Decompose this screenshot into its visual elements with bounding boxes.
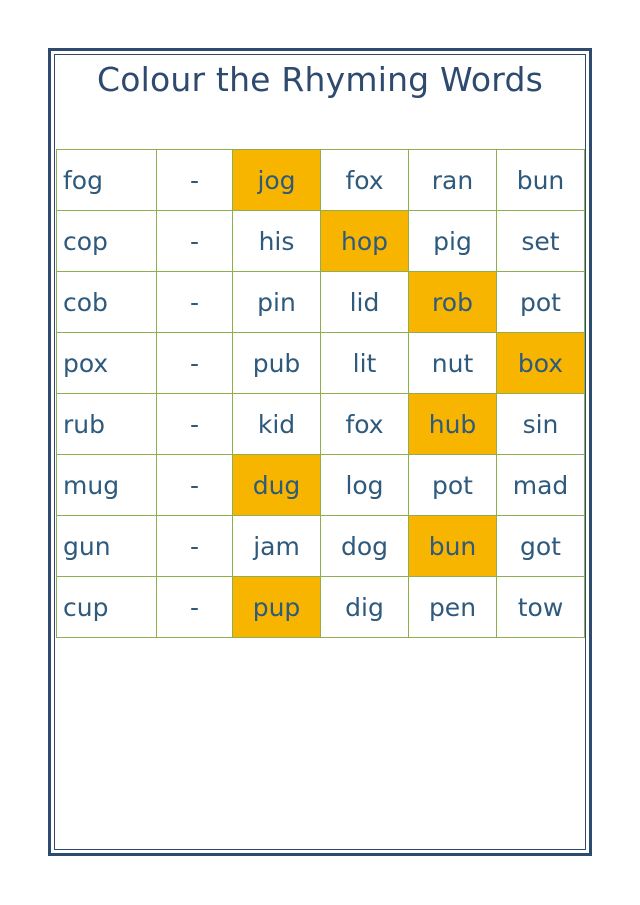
option-cell[interactable]: ran [409,150,497,211]
option-cell[interactable]: set [497,211,585,272]
option-cell[interactable]: pot [497,272,585,333]
option-cell-highlighted[interactable]: hub [409,394,497,455]
target-word-cell: rub [57,394,157,455]
option-cell[interactable]: kid [233,394,321,455]
target-word-cell: mug [57,455,157,516]
option-cell[interactable]: got [497,516,585,577]
dash-cell: - [157,150,233,211]
table-row [57,394,585,455]
option-cell[interactable]: pin [233,272,321,333]
option-cell[interactable]: pen [409,577,497,638]
option-cell[interactable]: log [321,455,409,516]
option-cell[interactable]: nut [409,333,497,394]
option-cell-highlighted[interactable]: box [497,333,585,394]
target-word-cell: gun [57,516,157,577]
dash-cell: - [157,516,233,577]
option-cell-highlighted[interactable]: bun [409,516,497,577]
table-row [57,150,585,211]
target-word-cell: pox [57,333,157,394]
table-row [57,455,585,516]
option-cell-highlighted[interactable]: dug [233,455,321,516]
table-row [57,272,585,333]
option-cell[interactable]: lit [321,333,409,394]
option-cell[interactable]: fox [321,150,409,211]
target-word-cell: fog [57,150,157,211]
option-cell[interactable]: bun [497,150,585,211]
option-cell[interactable]: tow [497,577,585,638]
dash-cell: - [157,272,233,333]
rhyming-words-table [56,149,585,638]
target-word-cell: cup [57,577,157,638]
option-cell[interactable]: fox [321,394,409,455]
option-cell[interactable]: dig [321,577,409,638]
table-row [57,333,585,394]
option-cell[interactable]: pub [233,333,321,394]
dash-cell: - [157,211,233,272]
option-cell-highlighted[interactable]: hop [321,211,409,272]
table-row [57,516,585,577]
dash-cell: - [157,577,233,638]
option-cell-highlighted[interactable]: jog [233,150,321,211]
dash-cell: - [157,394,233,455]
option-cell[interactable]: lid [321,272,409,333]
option-cell[interactable]: pig [409,211,497,272]
table-row [57,211,585,272]
dash-cell: - [157,333,233,394]
option-cell[interactable]: his [233,211,321,272]
option-cell[interactable]: dog [321,516,409,577]
target-word-cell: cop [57,211,157,272]
option-cell[interactable]: mad [497,455,585,516]
option-cell[interactable]: pot [409,455,497,516]
option-cell[interactable]: jam [233,516,321,577]
option-cell-highlighted[interactable]: pup [233,577,321,638]
worksheet-title: Colour the Rhyming Words [96,60,544,99]
dash-cell: - [157,455,233,516]
option-cell-highlighted[interactable]: rob [409,272,497,333]
table-row [57,577,585,638]
option-cell[interactable]: sin [497,394,585,455]
target-word-cell: cob [57,272,157,333]
